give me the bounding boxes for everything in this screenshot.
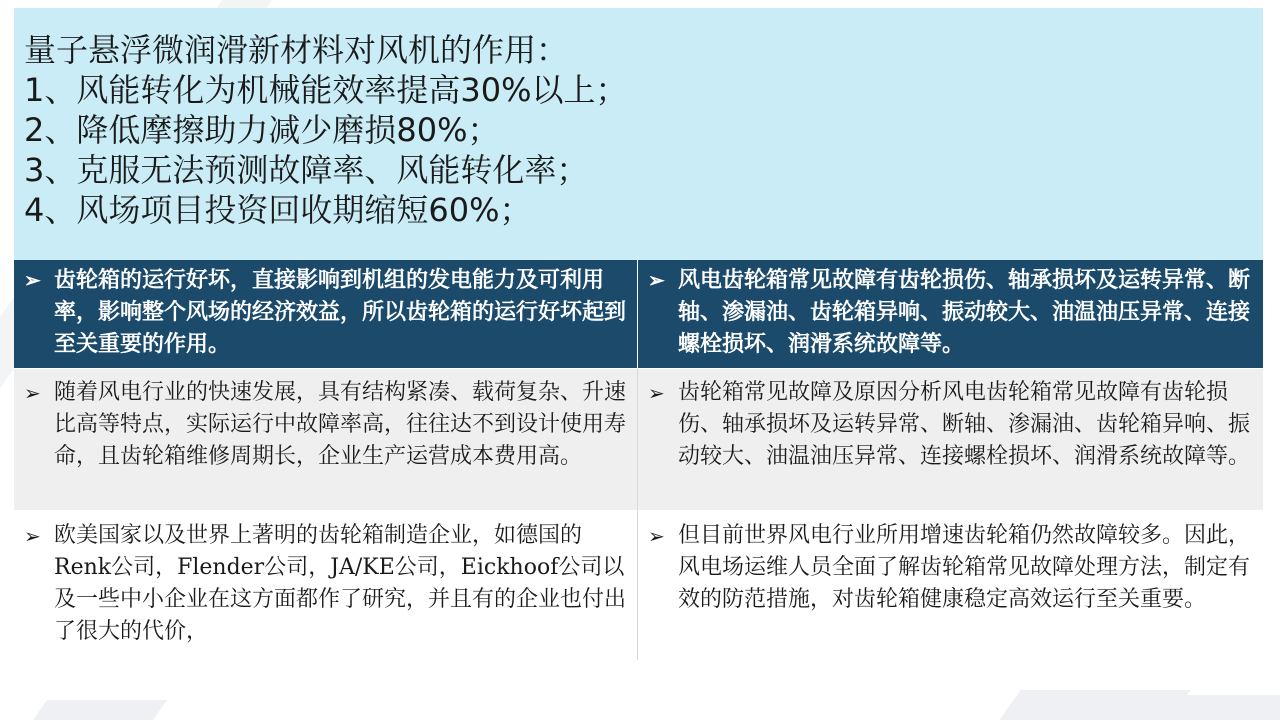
cell-text: 但目前世界风电行业所用增速齿轮箱仍然故障较多。因此，风电场运维人员全面了解齿轮箱常见故障处理方法，制定有效的防范措施，对齿轮箱健康稳定高效运行至关重要。: [678, 523, 1251, 612]
background-stripe: [1111, 695, 1280, 720]
header-point-1: 1、风能转化为机械能效率提高30%以上；: [24, 71, 628, 109]
background-stripe: [33, 700, 167, 720]
table-cell: [14, 368, 638, 510]
header-point-2: 2、降低摩擦助力减少磨损80%；: [24, 111, 500, 149]
cell-text: 风电齿轮箱常见故障有齿轮损伤、轴承损坏及运转异常、断轴、渗漏油、齿轮箱异响、振动较大、油温油压异常、连接螺栓损坏、润滑系统故障等。: [678, 267, 1251, 357]
arrow-bullet-icon: ➢: [24, 524, 41, 548]
arrow-bullet-icon: ➢: [648, 268, 665, 292]
cell-text: 齿轮箱的运行好坏，直接影响到机组的发电能力及可利用率，影响整个风场的经济效益，所以齿轮箱的运行好坏起到至关重要的作用。: [54, 267, 627, 357]
table-cell: [14, 510, 638, 660]
table-cell: [638, 368, 1263, 510]
table-cell: [638, 260, 1263, 368]
header-point-3: 3、克服无法预测故障率、风能转化率；: [24, 151, 589, 189]
cell-text: 欧美国家以及世界上著明的齿轮箱制造企业，如德国的Renk公司，Flender公司，JA/KE公司，Eickhoof公司以及一些中小企业在这方面都作了研究，并且有的企业也付出了很大的代价，: [54, 523, 627, 644]
cell-text: 随着风电行业的快速发展，具有结构紧凑、载荷复杂、升速比高等特点，实际运行中故障率高，往往达不到设计使用寿命，且齿轮箱维修周期长，企业生产运营成本费用高。: [54, 380, 627, 469]
arrow-bullet-icon: ➢: [24, 268, 41, 292]
arrow-bullet-icon: ➢: [24, 381, 41, 405]
arrow-bullet-icon: ➢: [648, 381, 665, 405]
table-cell: [638, 510, 1263, 660]
arrow-bullet-icon: ➢: [648, 524, 665, 548]
header-panel: [14, 8, 1263, 260]
header-title: 量子悬浮微润滑新材料对风机的作用：: [24, 31, 569, 69]
cell-text: 齿轮箱常见故障及原因分析风电齿轮箱常见故障有齿轮损伤、轴承损坏及运转异常、断轴、渗漏油、齿轮箱异响、振动较大、油温油压异常、连接螺栓损坏、润滑系统故障等。: [678, 380, 1251, 469]
content-table: [14, 260, 1263, 660]
table-cell: [14, 260, 638, 368]
header-point-4: 4、风场项目投资回收期缩短60%；: [24, 191, 532, 229]
